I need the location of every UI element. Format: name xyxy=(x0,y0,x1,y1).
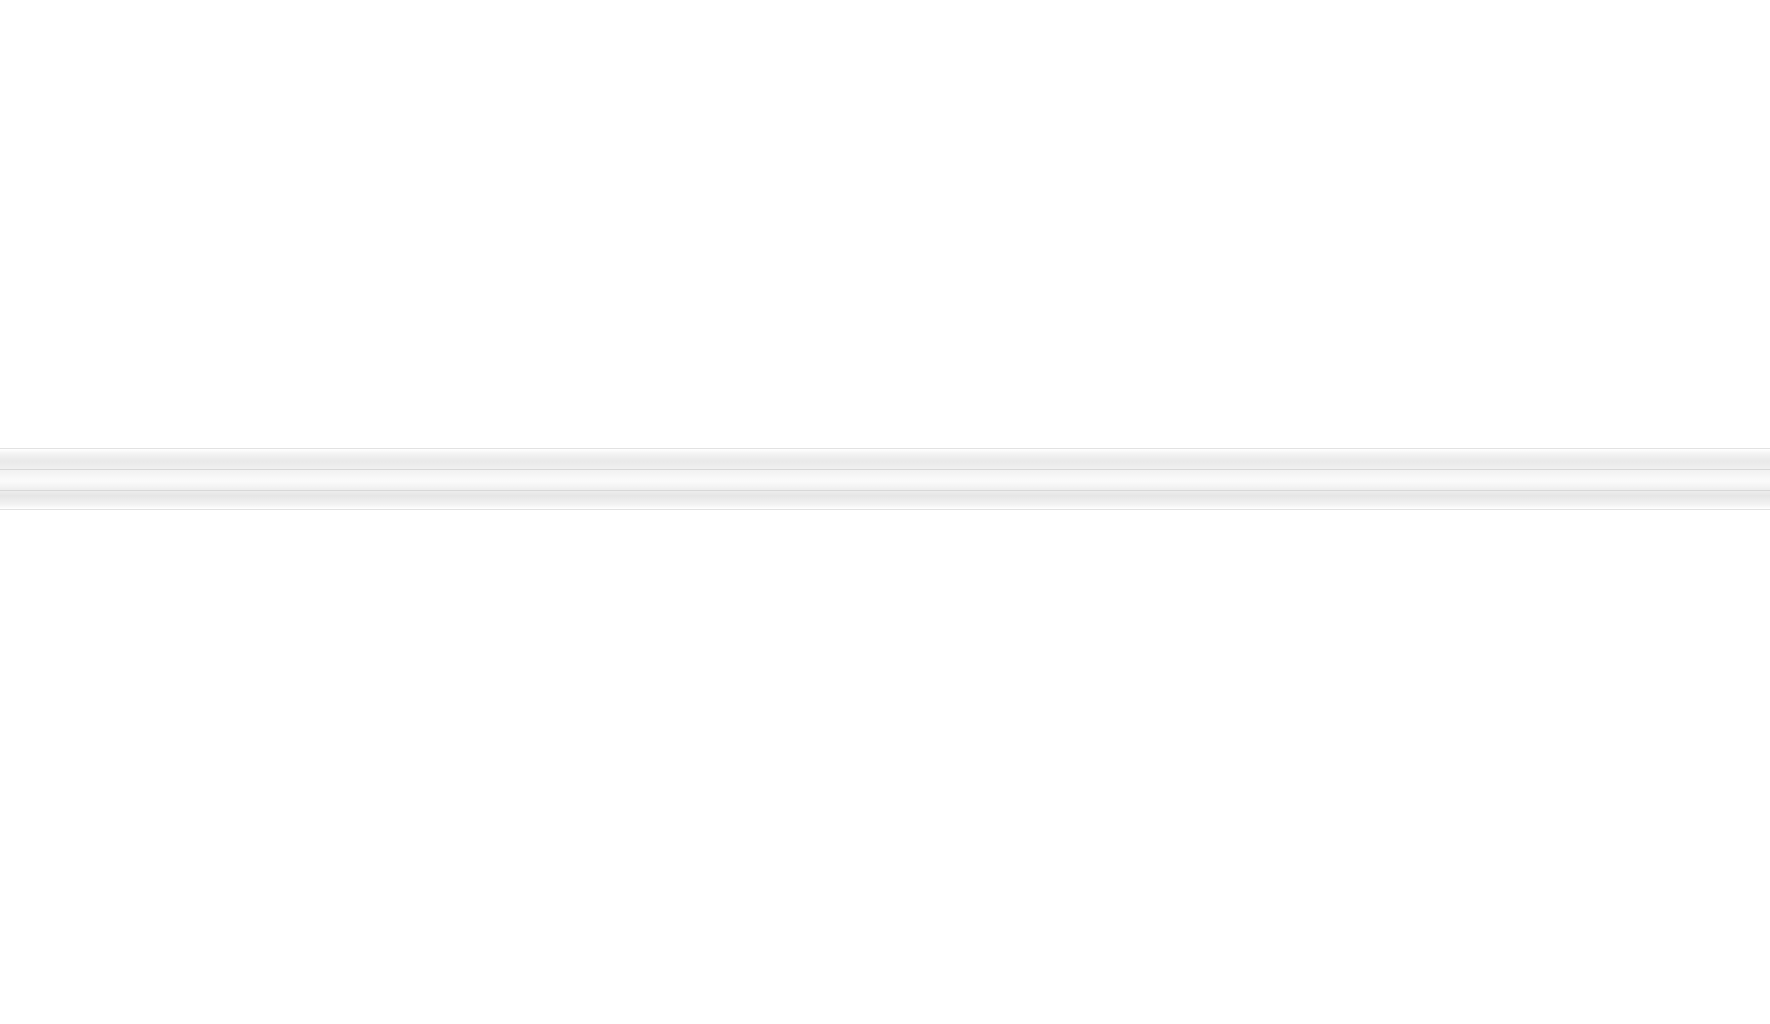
spiral-binding-band xyxy=(0,448,1770,510)
calendar-top-half xyxy=(0,18,1770,448)
calendar-bottom-half xyxy=(0,565,1770,995)
